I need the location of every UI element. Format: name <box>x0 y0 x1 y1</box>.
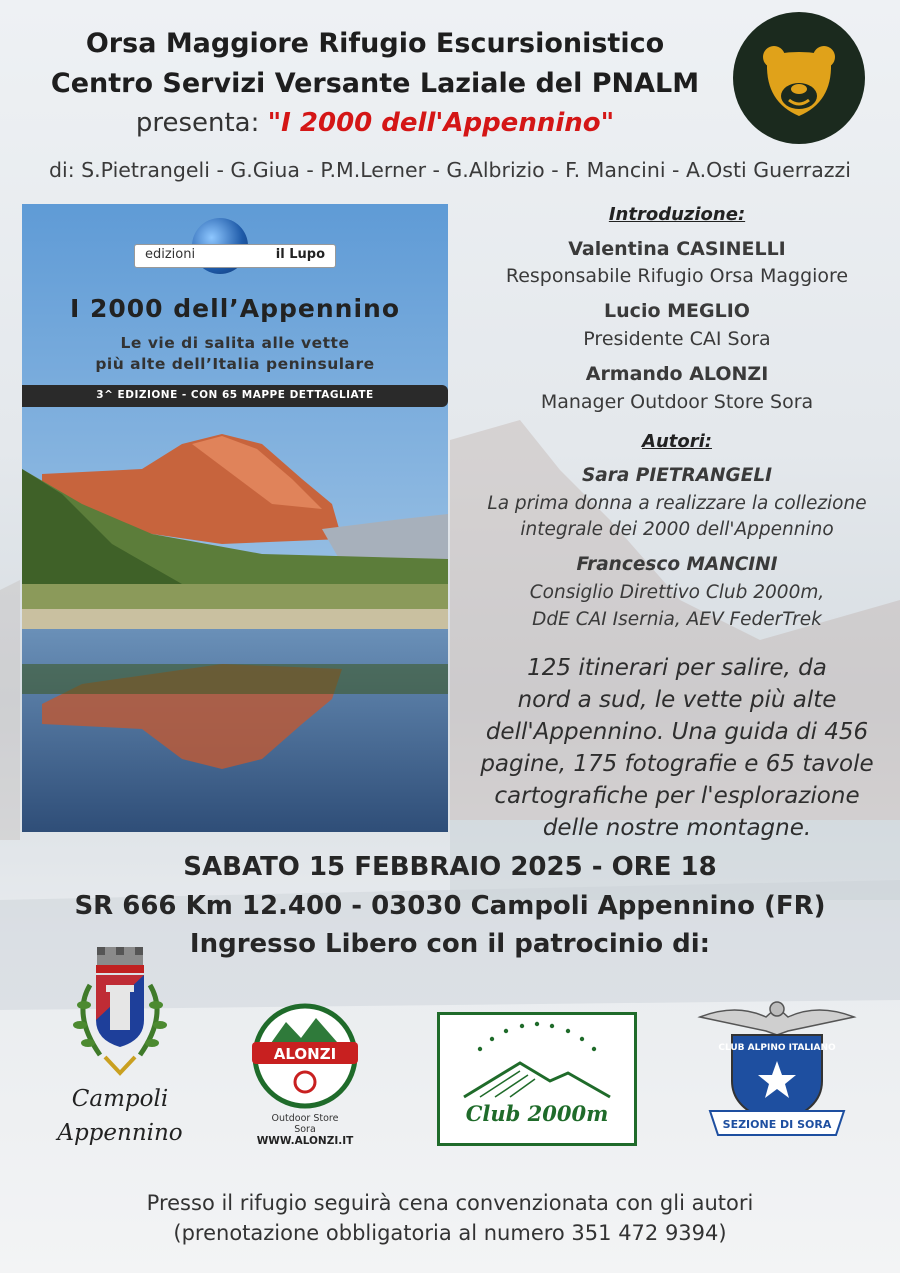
cover-edition: 3^ EDIZIONE - CON 65 MAPPE DETTAGLIATE <box>96 389 374 401</box>
alonzi-logo-icon <box>246 1000 364 1112</box>
event-date: SABATO 15 FEBBRAIO 2025 - ORE 18 <box>183 852 717 882</box>
blurb-line: nord a sud, le vette più alte <box>517 687 837 713</box>
cover-subtitle-line2: più alte dell’Italia peninsulare <box>95 355 375 373</box>
event-address: SR 666 Km 12.400 - 03030 Campoli Appennino (FR) <box>74 891 826 921</box>
book-title-quote: "I 2000 dell'Appennino" <box>267 108 615 138</box>
header-presenta <box>0 108 750 138</box>
alonzi-url: WWW.ALONZI.IT <box>256 1135 354 1147</box>
presenta-label: presenta: <box>135 108 260 138</box>
blurb-line: pagine, 175 fotografie e 65 tavole <box>480 751 874 777</box>
author-name: Francesco MANCINI <box>576 554 778 575</box>
autori-section <box>468 431 886 452</box>
book-cover <box>22 204 448 832</box>
author-desc: integrale dei 2000 dell'Appennino <box>520 519 834 540</box>
autori-title: Autori: <box>642 431 712 452</box>
author-desc: La prima donna a realizzare la collezione <box>487 493 867 514</box>
alonzi-name: ALONZI <box>273 1045 337 1063</box>
header-title-line1: Orsa Maggiore Rifugio Escursionistico <box>85 28 665 59</box>
club-2000m-logo <box>437 1012 637 1146</box>
blurb-line: cartografiche per l'esplorazione <box>494 783 860 809</box>
alonzi-label2: Sora <box>294 1124 316 1135</box>
blurb-line: dell'Appennino. Una guida di 456 <box>485 719 869 745</box>
cai-logo-icon <box>696 995 858 1143</box>
blurb-line: 125 itinerari per salire, da <box>527 655 827 681</box>
bear-logo <box>733 12 865 144</box>
alonzi-label1: Outdoor Store <box>271 1113 339 1124</box>
footer-line1: Presso il rifugio seguirà cena convenzionata con gli autori <box>146 1191 754 1215</box>
author-desc: DdE CAI Isernia, AEV FederTrek <box>532 609 822 630</box>
introduzione-title: Introduzione: <box>608 204 746 225</box>
intro-person-name: Armando ALONZI <box>585 363 769 385</box>
authors-line: di: S.Pietrangeli - G.Giua - P.M.Lerner - G.Albrizio - F. Mancini - A.Osti Guerrazzi <box>49 158 851 182</box>
event-patronage: Ingresso Libero con il patrocinio di: <box>189 929 711 959</box>
cover-subtitle-line1: Le vie di salita alle vette <box>120 334 350 352</box>
intro-person-name: Valentina CASINELLI <box>568 238 786 260</box>
intro-person-name: Lucio MEGLIO <box>604 300 750 322</box>
cover-title: I 2000 dell’Appennino <box>69 294 400 323</box>
campoli-name-line1: Campoli <box>71 1086 169 1112</box>
author-name: Sara PIETRANGELI <box>581 465 773 486</box>
campoli-crest-icon <box>60 945 180 1085</box>
club-name: Club 2000m <box>465 1101 609 1126</box>
club-mountain-icon <box>440 1015 634 1105</box>
intro-person-role: Presidente CAI Sora <box>583 328 771 350</box>
author-desc: Consiglio Direttivo Club 2000m, <box>529 582 825 603</box>
publisher-left: edizioni <box>145 247 196 262</box>
publisher-logo <box>134 244 336 268</box>
bear-icon <box>733 12 865 144</box>
cover-edition-band <box>22 385 448 407</box>
introduzione-section <box>468 204 886 225</box>
publisher-right: il Lupo <box>275 247 325 262</box>
intro-person-role: Responsabile Rifugio Orsa Maggiore <box>505 265 849 287</box>
cai-bottom-text: SEZIONE DI SORA <box>722 1118 832 1131</box>
header-title-line2: Centro Servizi Versante Laziale del PNALM <box>50 68 700 99</box>
blurb-line: delle nostre montagne. <box>542 815 812 841</box>
cai-top-text: CLUB ALPINO ITALIANO <box>718 1043 836 1053</box>
campoli-name-line2: Appennino <box>57 1120 183 1146</box>
intro-person-role: Manager Outdoor Store Sora <box>540 391 814 413</box>
footer-line2: (prenotazione obbligatoria al numero 351 472 9394) <box>173 1221 727 1245</box>
